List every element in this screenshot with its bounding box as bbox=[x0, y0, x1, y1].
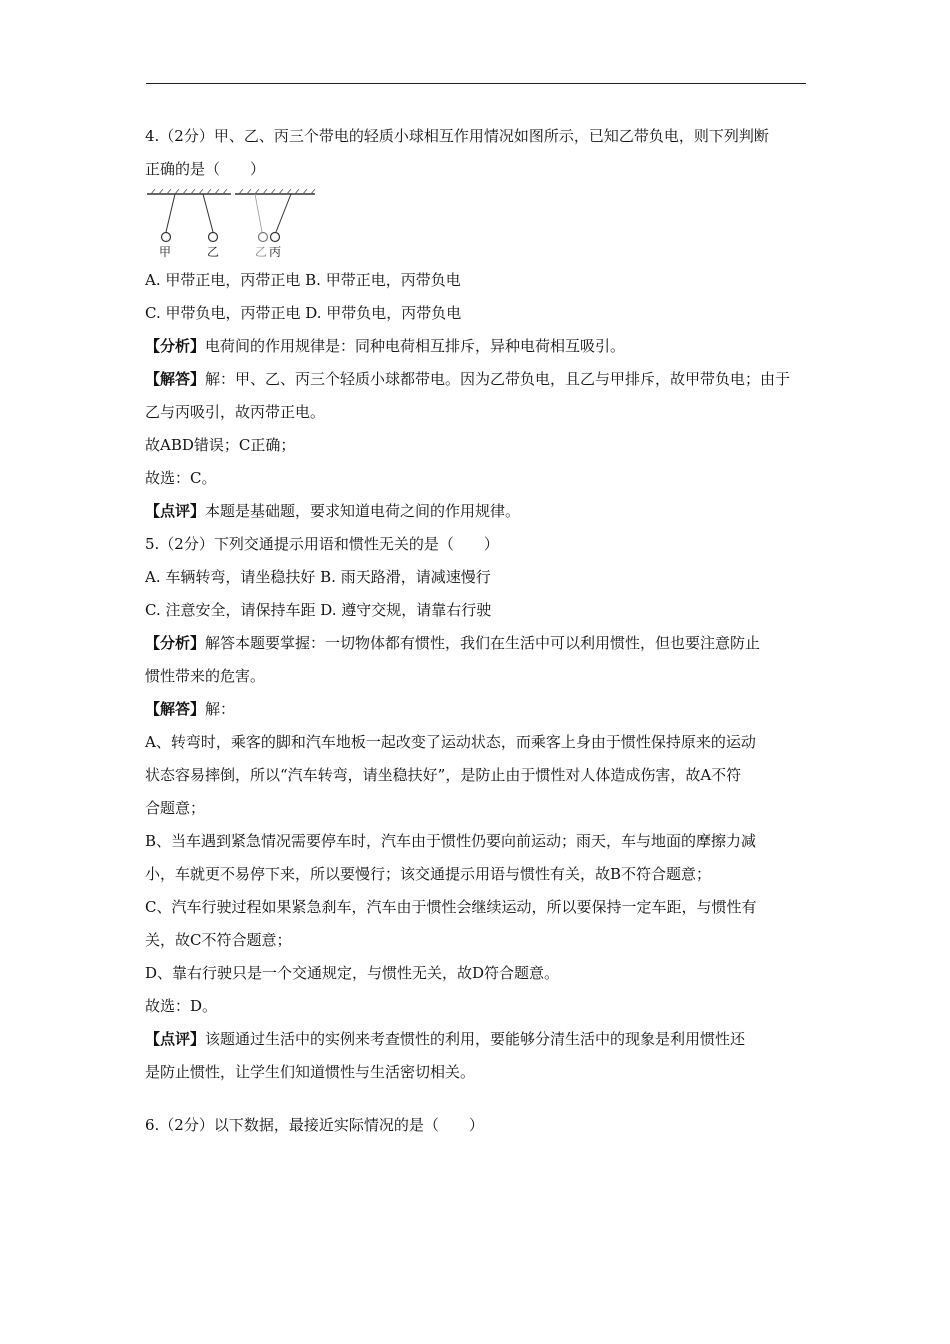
label-bing: 丙 bbox=[269, 245, 282, 259]
q5-answer-tag: 【解答】 bbox=[145, 700, 206, 718]
q5-comment-line-1 bbox=[145, 1023, 810, 1056]
q4-analysis-text: 电荷间的作用规律是：同种电荷相互排斥，异种电荷相互吸引。 bbox=[205, 337, 626, 355]
q5-comment-line-2: 是防止惯性，让学生们知道惯性与生活密切相关。 bbox=[145, 1063, 476, 1081]
q5-analysis-line-2: 惯性带来的危害。 bbox=[145, 667, 266, 685]
q5-comment-text-1: 该题通过生活中的实例来考查惯性的利用，要能够分清生活中的现象是利用惯性还 bbox=[205, 1030, 746, 1048]
section-gap bbox=[145, 1089, 810, 1109]
q4-analysis-tag: 【分析】 bbox=[145, 337, 206, 355]
ball-yi-right bbox=[259, 233, 268, 242]
charged-balls-diagram bbox=[145, 188, 325, 260]
thread-bing bbox=[276, 194, 291, 232]
thread-jia bbox=[166, 194, 175, 232]
q4-analysis bbox=[145, 330, 810, 363]
q6-stem: 6.（2分）以下数据，最接近实际情况的是（ ） bbox=[145, 1116, 484, 1134]
q5-analysis-tag: 【分析】 bbox=[145, 634, 206, 652]
q4-answer-line-3: 故ABD错误；C正确； bbox=[145, 436, 296, 454]
q4-charged-balls-figure bbox=[145, 188, 325, 260]
q5-answer-head-text: 解： bbox=[205, 700, 236, 718]
q4-option-ab: A. 甲带正电，丙带正电 B. 甲带正电，丙带负电 bbox=[145, 271, 461, 289]
q5-option-cd: C. 注意安全，请保持车距 D. 遵守交规，请靠右行驶 bbox=[145, 601, 492, 619]
q5-answer-b-line-1: B、当车遇到紧急情况需要停车时，汽车由于惯性仍要向前运动；雨天，车与地面的摩擦力减 bbox=[145, 832, 757, 850]
q5-stem: 5.（2分）下列交通提示用语和惯性无关的是（ ） bbox=[145, 535, 499, 553]
q5-analysis-text-1: 解答本题要掌握：一切物体都有惯性，我们在生活中可以利用惯性，但也要注意防止 bbox=[205, 634, 761, 652]
ball-jia bbox=[162, 233, 171, 242]
q4-answer-line-2: 乙与丙吸引，故丙带正电。 bbox=[145, 403, 326, 421]
ball-yi-left bbox=[209, 233, 218, 242]
q5-answer-a-line-3: 合题意； bbox=[145, 799, 206, 817]
q4-answer-tag: 【解答】 bbox=[145, 370, 206, 388]
q5-option-ab: A. 车辆转弯，请坐稳扶好 B. 雨天路滑，请减速慢行 bbox=[145, 568, 491, 586]
header-rule bbox=[146, 83, 806, 84]
q5-answer-a-line-2: 状态容易摔倒，所以“汽车转弯，请坐稳扶好”，是防止由于惯性对人体造成伤害，故A不符 bbox=[145, 766, 742, 784]
label-jia: 甲 bbox=[159, 245, 172, 259]
q5-comment-tag: 【点评】 bbox=[145, 1030, 206, 1048]
label-yi-left: 乙 bbox=[207, 245, 220, 259]
q5-answer-c-line-2: 关，故C不符合题意； bbox=[145, 931, 292, 949]
q4-answer-text-1: 解：甲、乙、丙三个轻质小球都带电。因为乙带负电，且乙与甲排斥，故甲带负电；由于 bbox=[205, 370, 791, 388]
q5-answer-a-line-1: A、转弯时，乘客的脚和汽车地板一起改变了运动状态，而乘客上身由于惯性保持原来的运动 bbox=[145, 733, 756, 751]
q4-comment bbox=[145, 495, 810, 528]
ball-bing bbox=[271, 233, 280, 242]
q5-analysis-line-1 bbox=[145, 627, 810, 660]
q5-answer-c-line-1: C、汽车行驶过程如果紧急刹车，汽车由于惯性会继续运动，所以要保持一定车距，与惯性有 bbox=[145, 898, 757, 916]
q4-choice: 故选：C。 bbox=[145, 469, 217, 487]
q4-stem-line-2: 正确的是（ ） bbox=[145, 160, 266, 178]
q4-comment-text: 本题是基础题，要求知道电荷之间的作用规律。 bbox=[205, 502, 521, 520]
q4-answer-line-1 bbox=[145, 363, 810, 396]
label-yi-right: 乙 bbox=[255, 245, 268, 259]
q4-stem-line-1: 4.（2分）甲、乙、丙三个带电的轻质小球相互作用情况如图所示，已知乙带负电，则下列判断 bbox=[145, 127, 769, 145]
document-body bbox=[145, 120, 810, 1142]
q5-answer-b-line-2: 小，车就更不易停下来，所以要慢行；该交通提示用语与惯性有关，故B不符合题意； bbox=[145, 865, 712, 883]
thread-yi-left bbox=[203, 194, 213, 232]
q4-comment-tag: 【点评】 bbox=[145, 502, 206, 520]
q4-option-cd: C. 甲带负电，丙带正电 D. 甲带负电，丙带负电 bbox=[145, 304, 462, 322]
q5-answer-head bbox=[145, 693, 810, 726]
q5-answer-d-line-1: D、靠右行驶只是一个交通规定，与惯性无关，故D符合题意。 bbox=[145, 964, 560, 982]
thread-yi-right bbox=[255, 194, 262, 232]
q5-choice: 故选：D。 bbox=[145, 997, 218, 1015]
